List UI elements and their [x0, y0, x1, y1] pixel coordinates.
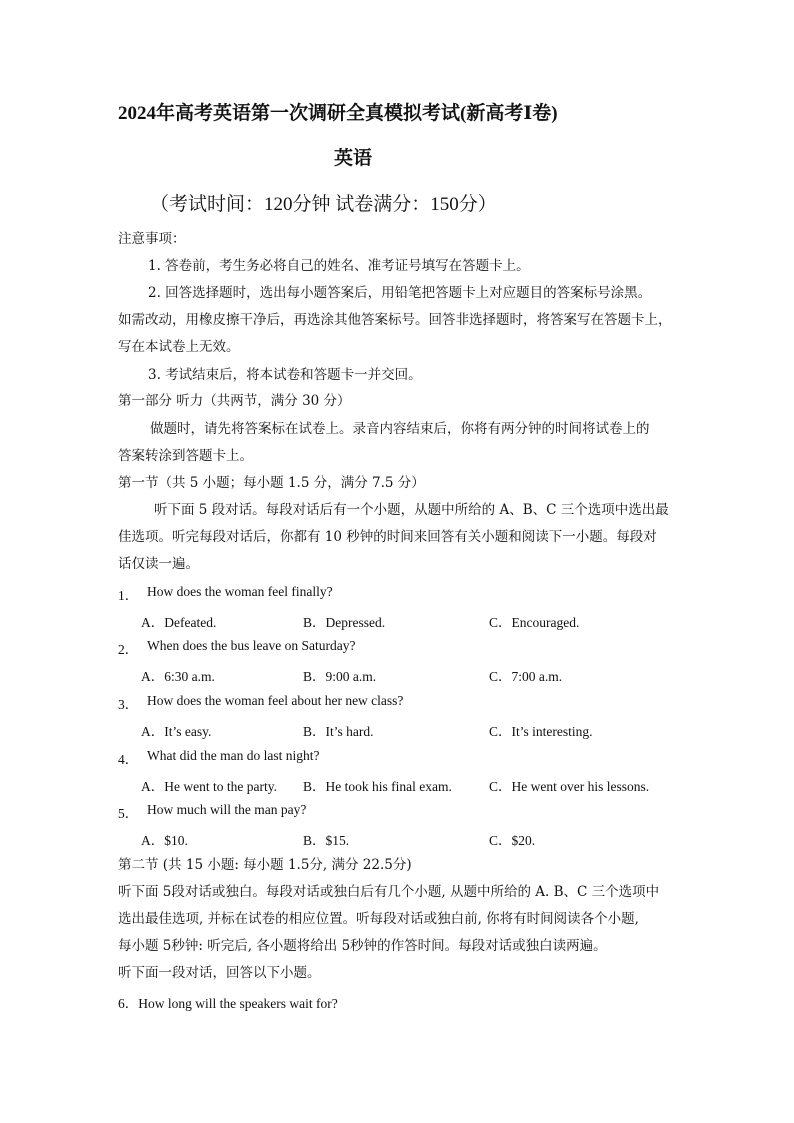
- section1-intro-line-1: 听下面 5 段对话。每段对话后有一个小题，从题中所给的 A、B、C 三个选项中选出最: [154, 502, 669, 518]
- section2-heading: 第二节 (共 15 小题: 每小题 1.5分, 满分 22.5分): [118, 857, 412, 873]
- option-b: B．He took his final exam.: [303, 779, 452, 794]
- question-text: How does the woman feel about her new class?: [147, 693, 404, 708]
- question-text: What did the man do last night?: [147, 748, 320, 763]
- option-a: A．It’s easy.: [141, 724, 212, 739]
- option-a: A．6:30 a.m.: [141, 669, 215, 684]
- part1-intro-line-2: 答案转涂到答题卡上。: [118, 448, 253, 464]
- note-item-2-line-1: 2. 回答选择题时，选出每小题答案后，用铅笔把答题卡上对应题目的答案标号涂黑。: [148, 285, 652, 301]
- section2-instruction: 听下面一段对话，回答以下小题。: [118, 965, 321, 981]
- note-item-3: 3. 考试结束后，将本试卷和答题卡一并交回。: [148, 367, 422, 383]
- part1-heading: 第一部分 听力（共两节，满分 30 分）: [118, 393, 351, 409]
- question-number: 5．: [118, 806, 139, 821]
- exam-time-info: （考试时间：120分钟 试卷满分：150分）: [150, 194, 497, 215]
- question-text: How does the woman feel finally?: [147, 584, 333, 599]
- question-text: How much will the man pay?: [147, 802, 307, 817]
- notes-heading: 注意事项：: [118, 231, 186, 247]
- note-item-2-line-3: 写在本试卷上无效。: [118, 339, 240, 355]
- option-a: A．Defeated.: [141, 615, 217, 630]
- section1-intro-line-3: 话仅读一遍。: [118, 556, 199, 572]
- section1-heading: 第一节（共 5 小题；每小题 1.5 分，满分 7.5 分）: [118, 475, 425, 491]
- question-number: 1．: [118, 588, 139, 603]
- question-number: 2．: [118, 642, 139, 657]
- option-b: B．Depressed.: [303, 615, 386, 630]
- section2-intro-line-3: 每小题 5秒钟: 听完后, 各小题将给出 5秒钟的作答时间。每段对话或独白读两遍。: [118, 938, 607, 954]
- section2-intro-line-2: 选出最佳选项, 并标在试卷的相应位置。听每段对话或独白前, 你将有时间阅读各个小题,: [118, 911, 639, 927]
- note-item-1: 1. 答卷前，考生务必将自己的姓名、准考证号填写在答题卡上。: [148, 258, 530, 274]
- question-6-text: 6．How long will the speakers wait for?: [118, 996, 338, 1011]
- option-c: C．It’s interesting.: [489, 724, 593, 739]
- note-item-2-line-2: 如需改动，用橡皮擦干净后，再选涂其他答案标号。回答非选择题时，将答案写在答题卡上，: [118, 312, 672, 328]
- option-c: C．Encouraged.: [489, 615, 580, 630]
- exam-subject: 英语: [334, 148, 373, 169]
- question-text: When does the bus leave on Saturday?: [147, 638, 356, 653]
- option-a: A．$10.: [141, 833, 188, 848]
- option-b: B．$15.: [303, 833, 350, 848]
- option-a: A．He went to the party.: [141, 779, 277, 794]
- option-c: C．7:00 a.m.: [489, 669, 563, 684]
- exam-title: 2024年高考英语第一次调研全真模拟考试(新高考Ⅰ卷): [118, 103, 558, 124]
- option-c: C．He went over his lessons.: [489, 779, 650, 794]
- section2-intro-line-1: 听下面 5段对话或独白。每段对话或独白后有几个小题, 从题中所给的 A. B、C 三个选项中: [118, 884, 660, 900]
- question-number: 3．: [118, 697, 139, 712]
- question-number: 4．: [118, 752, 139, 767]
- section1-intro-line-2: 佳选项。听完每段对话后，你都有 10 秒钟的时间来回答有关小题和阅读下一小题。每段对: [118, 529, 657, 545]
- option-b: B．It’s hard.: [303, 724, 374, 739]
- option-b: B．9:00 a.m.: [303, 669, 377, 684]
- part1-intro-line-1: 做题时，请先将答案标在试卷上。录音内容结束后，你将有两分钟的时间将试卷上的: [150, 421, 650, 437]
- option-c: C．$20.: [489, 833, 536, 848]
